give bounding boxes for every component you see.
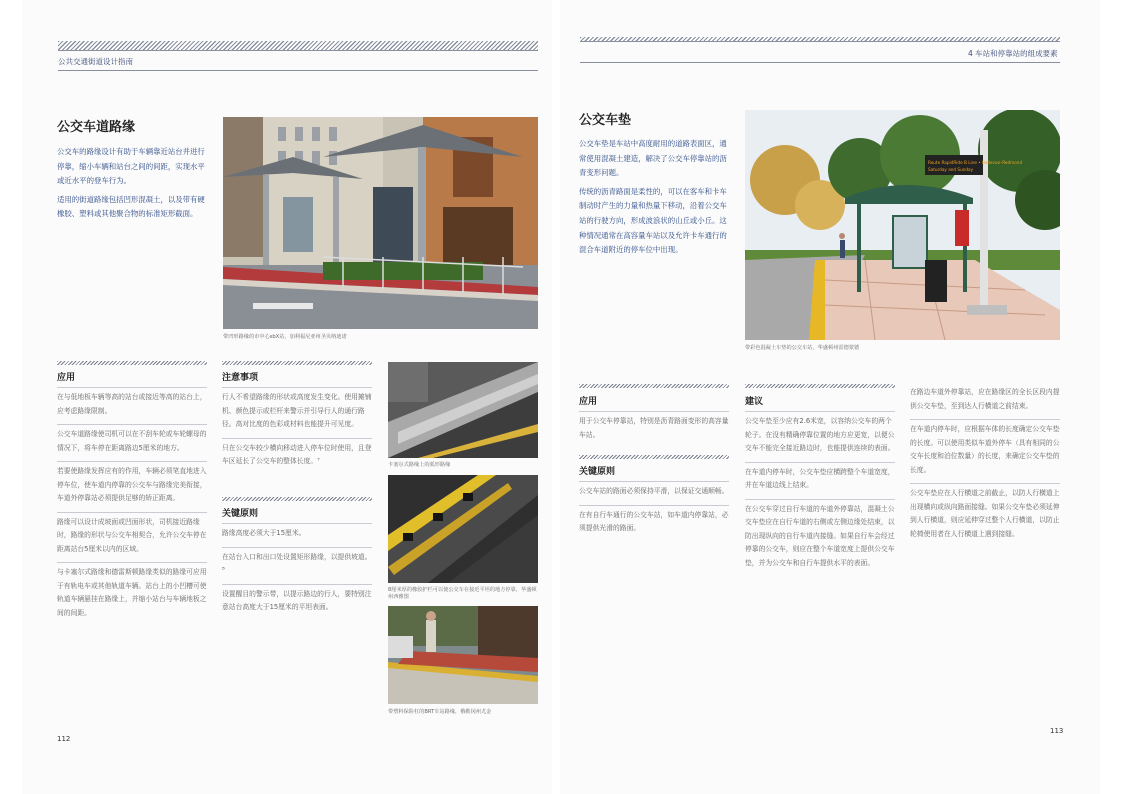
rubber-guard-illustration xyxy=(388,475,538,583)
recommendations-continued-item: 在车道内停车时，应根据车体的长度确定公交车垫的长度。可以使用类似车道外停车（具有相同的公交车长度和泊位数量）的长度，来确定公交车垫的长度。 xyxy=(910,419,1060,483)
brt-station-caption: 带塑料保险杠的BRT车站路缘，俄勒冈州尤金 xyxy=(388,709,492,715)
application-item: 若要使路缘发挥应有的作用，车辆必须笔直地进入停车位，使车道内停靠的公交车与路缘完美衔接，车道外停靠站必须提供足够的矫正距离。 xyxy=(57,461,207,512)
bus-pad-photo-caption: 带彩色混凝土车垫的公交车站，华盛顿州雷德蒙德 xyxy=(745,345,860,351)
right-principles-list xyxy=(579,481,729,542)
application-hatch xyxy=(57,361,207,365)
application-item: 在与低地板车辆等高的站台或接近等高的站台上，应考虑路缘限制。 xyxy=(57,387,207,424)
right-application-list xyxy=(579,411,729,448)
recommendations-item: 在车道内停车时，公交车垫应横跨整个车道宽度，并在车道边线上结束。 xyxy=(745,462,895,499)
left-header-rule xyxy=(58,70,538,71)
recommendations-continued-item: 在路边车道外停靠站，应在路缘区的全长区段内提供公交车垫，至到达人行横道之前结束。 xyxy=(910,388,1060,410)
kassel-curb-photo xyxy=(388,362,538,458)
right-header-hatch xyxy=(580,37,1060,42)
sign-line-2: Saturday and Sunday xyxy=(928,167,974,172)
considerations-item: 行人不希望路缘的形状或高度发生变化。使用摊铺机、颜色提示或栏杆来警示并引导行人的通行路径。高对比度的色彩或材料也能提升可见度。 xyxy=(222,387,372,438)
left-principles-list xyxy=(222,523,372,621)
right-running-head: 4 车站和停靠站的组成要素 xyxy=(968,49,1058,58)
right-application-title: 应用 xyxy=(579,397,598,407)
right-application-item: 用于公交车停靠站，特别是沥青路面变形的高容量车站。 xyxy=(579,411,729,448)
kassel-curb-illustration xyxy=(388,362,538,458)
left-principles-hatch xyxy=(222,497,372,501)
left-intro xyxy=(57,145,209,226)
rubber-guard-caption: 8厘米厚的橡胶护栏可以使公交车在接近平坦的地方停靠，华盛顿州西雅图 xyxy=(388,587,537,600)
application-item: 与卡塞尔式路缘和德雷斯顿路缘类似的路缘可应用于有轨电车或其他轨道车辆。站台上的小凹槽可使轨道车辆悬挂在路缘上，并缩小站台与车辆地板之间的间距。 xyxy=(57,562,207,626)
left-principles-title: 关键原则 xyxy=(222,509,259,519)
bus-station-photo xyxy=(223,117,538,329)
recommendations-title: 建议 xyxy=(745,397,764,407)
right-page-number: 113 xyxy=(1050,727,1064,735)
right-principles-item: 在有自行车通行的公交车站，如车道内停靠站，必须提供光滑的路面。 xyxy=(579,505,729,542)
left-principles-item: 路缘高度必须大于15厘米。 xyxy=(222,523,372,547)
right-section-title: 公交车垫 xyxy=(579,113,632,128)
right-application-hatch xyxy=(579,384,729,388)
sign-line-1: Route RapidRide B Line • Bellevue–Redmond xyxy=(928,160,1023,165)
left-intro-p2: 适用的街道路缘包括凹形混凝土，以及带有硬橡胶、塑料或其他聚合物的标准矩形截面。 xyxy=(57,194,205,219)
left-header-hatch xyxy=(58,41,538,51)
left-principles-item: 在站台入口和出口处设置矩形路缘，以提供坡道。⁸ xyxy=(222,547,372,584)
bus-pad-photo xyxy=(745,110,1060,340)
application-title: 应用 xyxy=(57,373,76,383)
left-intro-p1: 公交车的路缘设计有助于车辆靠近站台并进行停靠，缩小车辆和站台之间的间距，实现水平或近水平的登车行为。 xyxy=(57,147,205,186)
bus-station-illustration xyxy=(223,117,538,329)
right-intro-p2: 传统的沥青路面是柔性的，可以在客车和卡车制动时产生的力量和热量下移动，沿着公交车站的行驶方向，形成波浪状的山丘或小丘。这种情况通常在高容量车站以及允许卡车通行的混合车道附近的停车位中出现。 xyxy=(579,186,727,255)
rubber-guard-photo xyxy=(388,475,538,583)
right-principles-title: 关键原则 xyxy=(579,467,616,477)
recommendations-continued-list xyxy=(910,386,1060,547)
considerations-list xyxy=(222,387,372,475)
right-header-rule xyxy=(580,62,1060,63)
left-principles-item: 设置醒目的警示带，以提示路边的行人，要特别注意站台高度大于15厘米的平坦表面。 xyxy=(222,584,372,621)
left-running-head: 公共交通街道设计指南 xyxy=(58,57,133,66)
recommendations-continued-item: 公交车垫应在人行横道之前截止，以防人行横道上出现横向或纵向路面接缝。如果公交车垫必须延伸到人行横道，则应延伸穿过整个人行横道，以防止轮椅使用者在人行横道上遇到接缝。 xyxy=(910,483,1060,547)
recommendations-item: 在公交车穿过自行车道的车道外停靠站，混凝土公交车垫应在自行车道的右侧或左侧边缘处结束，以防出现纵向的自行车道内接缝。如果自行车会经过停靠的公交车，则应在整个车道宽度上提供公交车垫，并为公交车和自行车提供水平的表面。 xyxy=(745,499,895,577)
recommendations-item: 公交车垫至少应有2.6米宽，以容纳公交车的两个轮子。在没有精确停靠位置的地方应更宽，以便公交车不能完全接近路边时，也能提供连续的表面。 xyxy=(745,411,895,462)
considerations-title: 注意事项 xyxy=(222,373,259,383)
left-section-title: 公交车道路缘 xyxy=(57,120,136,135)
brt-station-photo xyxy=(388,606,538,704)
recommendations-list xyxy=(745,411,895,576)
application-item: 公交车道路缘使司机可以在不刮车轮或车轮螺母的情况下，将车停在距离路边5厘米的地方。 xyxy=(57,424,207,461)
right-principles-hatch xyxy=(579,455,729,459)
considerations-hatch xyxy=(222,361,372,365)
kassel-curb-caption: 卡塞尔式路缘上的弧形路缘 xyxy=(388,462,451,468)
application-list xyxy=(57,387,207,626)
bus-pad-illustration xyxy=(745,110,1060,340)
considerations-item: 只在公交车较少横向移动进入停车位时使用，且登车区延长了公交车的整体长度。⁷ xyxy=(222,438,372,475)
left-page-number: 112 xyxy=(57,735,71,743)
right-intro xyxy=(579,137,731,262)
right-principles-item: 公交车站的路面必须保持平滑，以保证交通顺畅。 xyxy=(579,481,729,505)
recommendations-hatch xyxy=(745,384,895,388)
bus-station-photo-caption: 带凹形路缘的市中心sbX站，加利福尼亚州圣贝纳迪诺 xyxy=(223,334,347,340)
brt-station-illustration xyxy=(388,606,538,704)
right-intro-p1: 公交车垫是车站中高度耐用的道路表面区，通常使用混凝土建造，解决了公交车停靠站的沥青变形问题。 xyxy=(579,139,727,178)
application-item: 路缘可以设计成坡面或凹面形状，司机接近路缘时，路缘的形状与公交车相契合，允许公交车停在距离站台5厘米以内的区域。 xyxy=(57,512,207,563)
